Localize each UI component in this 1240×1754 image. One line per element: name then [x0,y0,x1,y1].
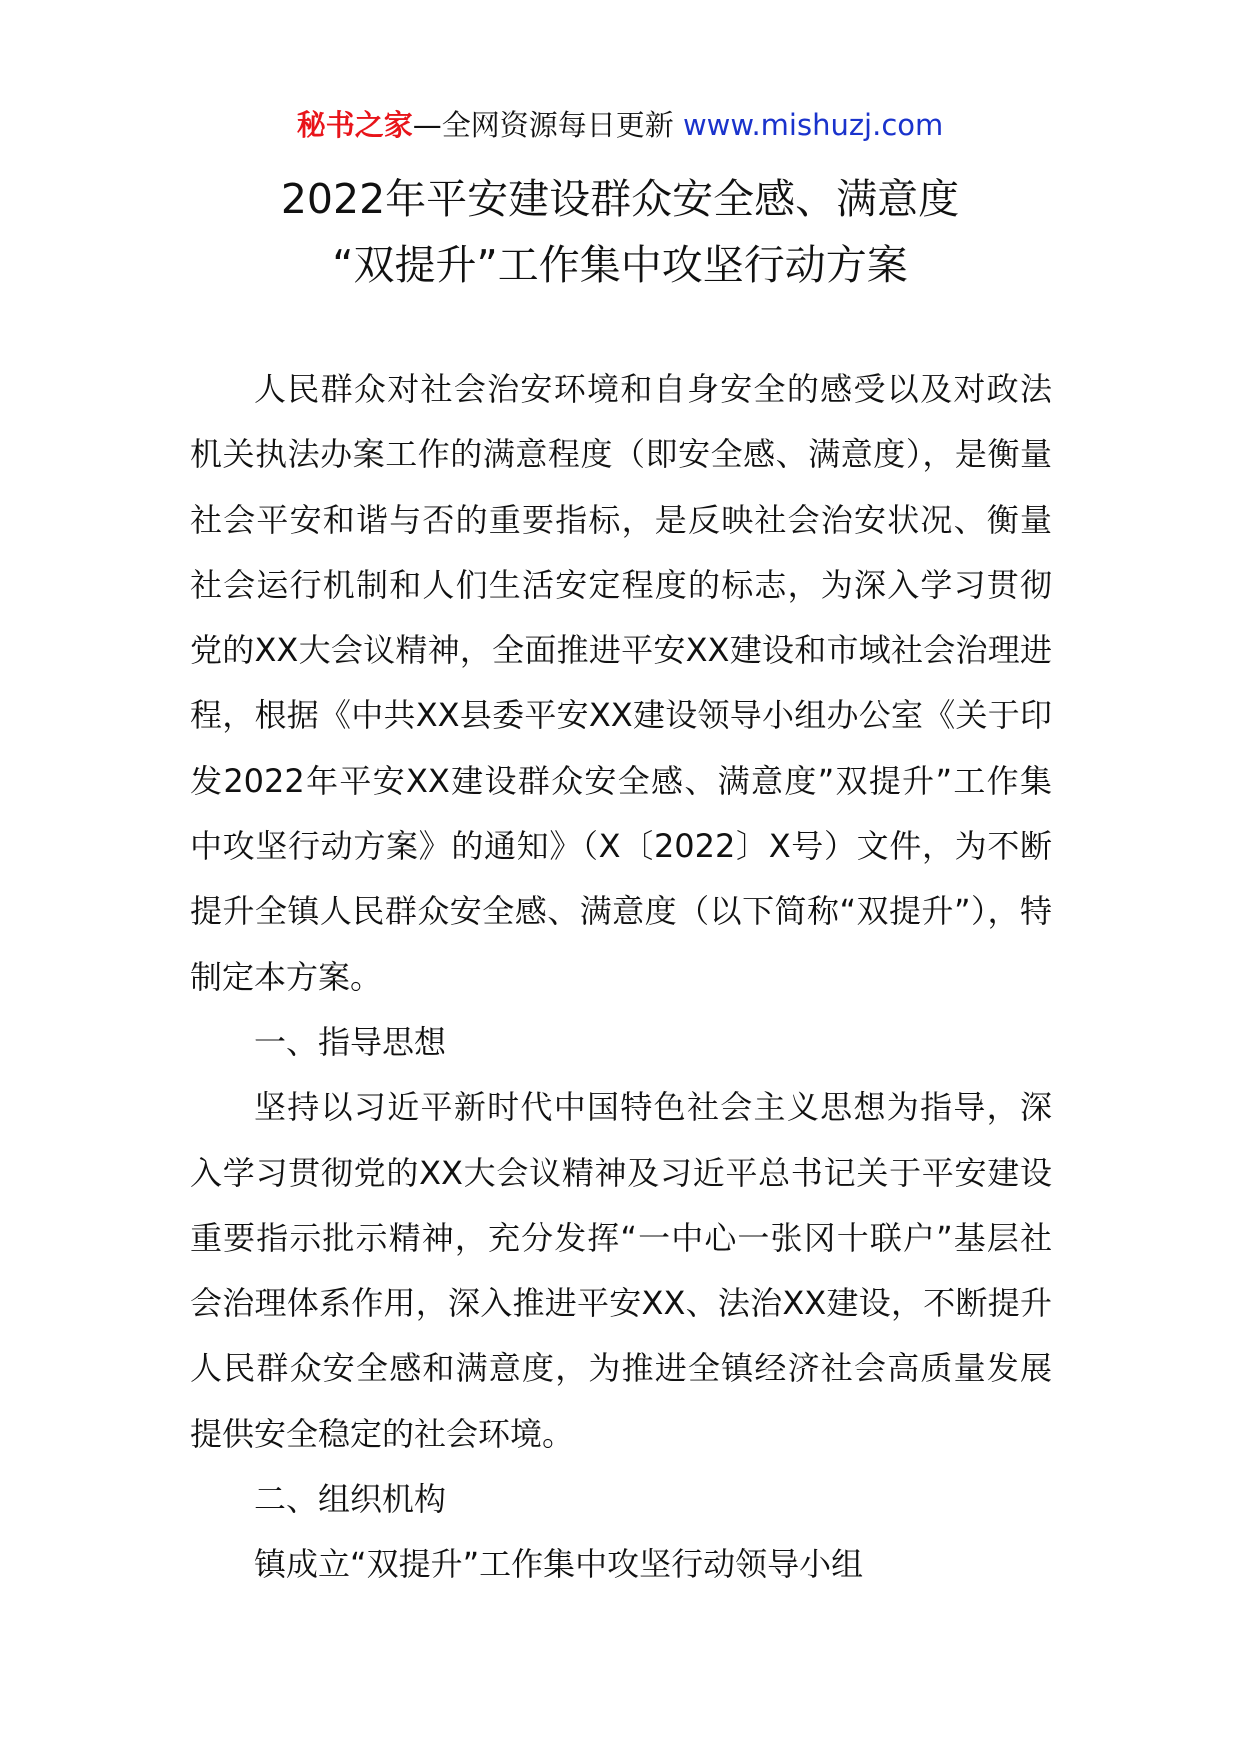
site-header [0,100,1240,150]
document-title [0,166,1240,298]
site-brand: 秘书之家 [296,108,413,142]
organization-paragraph: 镇成立“双提升”工作集中攻坚行动领导小组 [254,1545,864,1584]
site-url-link[interactable]: www.mishuzj.com [682,108,944,142]
title-line-1: 2022年平安建设群众安全感、满意度 [280,175,960,223]
title-line-2: “双提升”工作集中攻坚行动方案 [332,241,908,289]
intro-paragraph: 人民群众对社会治安环境和自身安全的感受以及对政法机关执法办案工作的满意程度（即安全感、满意度），是衡量社会平安和谐与否的重要指标，是反映社会治安状况、衡量社会运行机制和人们生活安定程度的标志，为深入学习贯彻党的XX大会议精神，全面推进平安XX建设和市域社会治理进程，根据《中共XX县委平安XX建设领导小组办公室《关于印发2022年平安XX建设群众安全感、满意度”双提升”工作集中攻坚行动方案》的通知》（X〔2022〕X号）文件，为不断提升全镇人民群众安全感、满意度（以下简称“双提升”），特制定本方案。 [190,370,1052,996]
document-body [190,357,1052,1598]
site-tagline: —全网资源每日更新 [412,108,683,142]
guiding-ideology-paragraph: 坚持以习近平新时代中国特色社会主义思想为指导，深入学习贯彻党的XX大会议精神及习近平总书记关于平安建设重要指示批示精神，充分发挥“一中心一张冈十联户”基层社会治理体系作用，深入推进平安XX、法治XX建设，不断提升人民群众安全感和满意度，为推进全镇经济社会高质量发展提供安全稳定的社会环境。 [190,1088,1052,1453]
section-heading-guiding-ideology: 一、指导思想 [254,1022,447,1061]
section-heading-organization: 二、组织机构 [254,1480,447,1519]
